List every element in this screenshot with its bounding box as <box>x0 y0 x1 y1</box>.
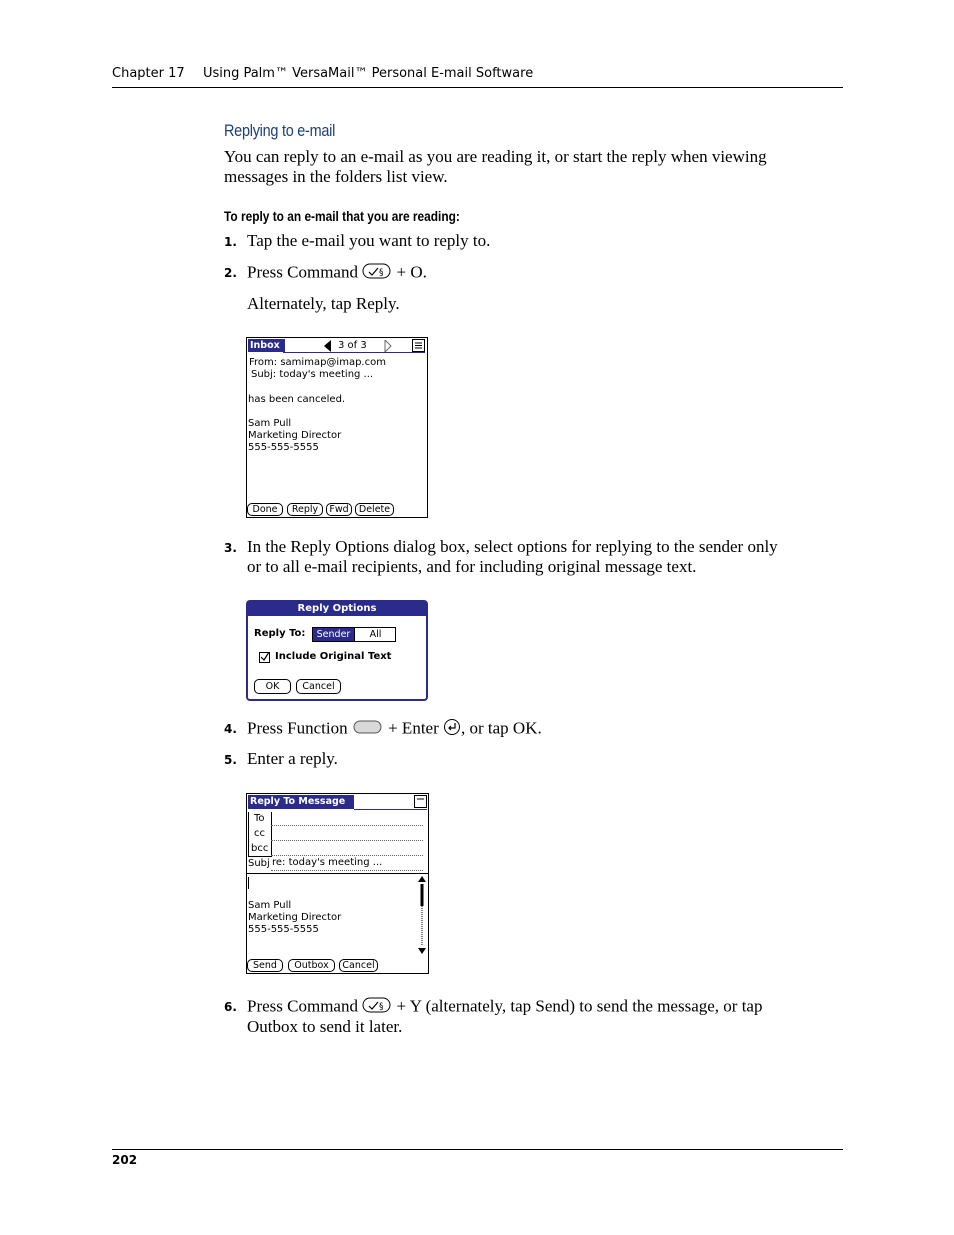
reply-options-dialog <box>246 600 428 701</box>
scrollbar[interactable] <box>418 876 426 954</box>
step-1-number: 1. <box>224 235 237 249</box>
step-4-mid: + Enter <box>388 718 439 738</box>
step-3-line-1: In the Reply Options dialog box, select options for replying to the sender only <box>247 537 778 556</box>
compose-title: Reply To Message <box>248 795 354 809</box>
step-6-post: + Y (alternately, tap Send) to send the message, or tap <box>396 996 763 1016</box>
step-2-text <box>247 262 427 285</box>
step-2-number: 2. <box>224 266 237 280</box>
step-2-pre: Press Command <box>247 262 358 282</box>
cancel-button[interactable]: Cancel <box>339 959 378 972</box>
prev-arrow-icon[interactable] <box>324 340 332 352</box>
to-label[interactable]: To <box>254 813 265 824</box>
body-divider <box>247 873 428 874</box>
message-counter: 3 of 3 <box>338 340 367 351</box>
inbox-title: Inbox <box>248 339 285 352</box>
section-heading: Replying to e-mail <box>224 121 336 140</box>
cc-label[interactable]: cc <box>254 828 265 839</box>
subject-row <box>251 369 373 381</box>
step-4-number: 4. <box>224 722 237 736</box>
inbox-screenshot <box>246 337 428 518</box>
reply-to-label: Reply To: <box>254 628 306 639</box>
include-original-label: Include Original Text <box>275 651 392 662</box>
subj-value[interactable]: re: today's meeting ... <box>272 857 383 868</box>
title-underline <box>283 352 425 353</box>
sender-option[interactable]: Sender <box>313 628 354 641</box>
enter-key-icon <box>443 718 461 741</box>
running-header <box>112 66 533 81</box>
bcc-field[interactable] <box>271 855 423 856</box>
body-line-4: Marketing Director <box>248 430 342 441</box>
done-button[interactable]: Done <box>247 503 283 516</box>
reply-message-screenshot <box>246 793 429 974</box>
step-6-line-1 <box>247 996 762 1019</box>
body-line-1: has been canceled. <box>248 394 346 405</box>
chapter-title: Using Palm™ VersaMail™ Personal E-mail Software <box>202 66 534 81</box>
step-3-number: 3. <box>224 541 237 555</box>
header-rule <box>112 87 843 88</box>
menu-icon[interactable] <box>412 339 425 352</box>
step-2-post: + O. <box>396 262 427 282</box>
send-button[interactable]: Send <box>247 959 283 972</box>
step-2-alternate: Alternately, tap Reply. <box>247 294 400 313</box>
cc-field[interactable] <box>271 840 423 841</box>
svg-text:§: § <box>379 1002 384 1012</box>
reply-body-line-3: 555-555-5555 <box>248 924 319 935</box>
subj-field[interactable] <box>271 870 423 871</box>
delete-button[interactable]: Delete <box>355 503 394 516</box>
intro-line-2: messages in the folders list view. <box>224 167 448 186</box>
step-5-text: Enter a reply. <box>247 749 338 768</box>
include-checkbox[interactable] <box>259 652 270 663</box>
step-1-text: Tap the e-mail you want to reply to. <box>247 231 491 250</box>
procedure-heading: To reply to an e-mail that you are reading: <box>224 208 460 224</box>
step-4-post: , or tap OK. <box>461 718 542 738</box>
cancel-button[interactable]: Cancel <box>296 679 341 694</box>
step-6-pre: Press Command <box>247 996 358 1016</box>
step-4-pre: Press Function <box>247 718 348 738</box>
all-option[interactable]: All <box>354 628 396 641</box>
to-field[interactable] <box>271 825 423 826</box>
dialog-title: Reply Options <box>248 602 426 616</box>
reply-to-selector <box>312 627 396 642</box>
reply-button[interactable]: Reply <box>287 503 323 516</box>
text-cursor <box>248 877 249 889</box>
from-value: samimap@imap.com <box>280 357 386 368</box>
svg-text:§: § <box>379 268 384 278</box>
title-underline <box>354 809 427 810</box>
command-key-icon <box>362 262 392 285</box>
menu-icon[interactable] <box>414 795 427 808</box>
chapter-label: Chapter 17 <box>112 66 185 81</box>
page-number: 202 <box>112 1153 138 1167</box>
bcc-label[interactable]: bcc <box>251 843 269 854</box>
step-6-line-2: Outbox to send it later. <box>247 1017 403 1036</box>
step-5-number: 5. <box>224 753 237 767</box>
body-line-3: Sam Pull <box>248 418 292 429</box>
forward-button[interactable]: Fwd <box>326 503 352 516</box>
subj-label: Subj: <box>251 369 277 380</box>
body-line-5: 555-555-5555 <box>248 442 319 453</box>
next-arrow-icon[interactable] <box>384 340 392 352</box>
step-4-text <box>247 718 542 741</box>
ok-button[interactable]: OK <box>254 679 291 694</box>
intro-line-1: You can reply to an e-mail as you are reading it, or start the reply when viewing <box>224 147 767 166</box>
from-label: From: <box>249 357 278 368</box>
reply-body-line-2: Marketing Director <box>248 912 342 923</box>
from-row <box>249 357 386 369</box>
subj-label: Subj <box>248 858 270 869</box>
step-3-line-2: or to all e-mail recipients, and for including original message text. <box>247 557 697 576</box>
reply-body-line-1: Sam Pull <box>248 900 292 911</box>
subj-value: today's meeting ... <box>279 369 374 380</box>
step-6-number: 6. <box>224 1000 237 1014</box>
outbox-button[interactable]: Outbox <box>288 959 335 972</box>
command-key-icon <box>362 996 392 1019</box>
function-key-icon <box>352 719 384 740</box>
footer-rule <box>112 1149 843 1150</box>
